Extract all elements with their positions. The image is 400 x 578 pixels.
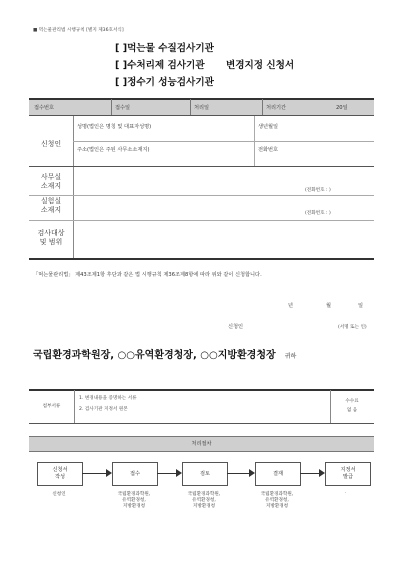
recipient-line: 국립환경과학원장, ○○유역환경청장, ○○지방환경청장 귀하 <box>33 350 297 361</box>
step-receipt: 접수 <box>112 462 158 486</box>
processed-date-label: 처리일 <box>194 105 210 111</box>
title-line-3: [ ]정수기 성능검사기관 <box>115 77 214 88</box>
step-issuance-actor: . <box>345 490 347 495</box>
application-statement: 「먹는물관리법」 제43조제1항 후단과 같은 법 시행규칙 제36조제8항에 따라 위와 같이 신청합니다. <box>33 272 262 278</box>
date-month: 월 <box>326 303 332 309</box>
receipt-number-label: 접수번호 <box>34 105 55 111</box>
applicant-section-label: 신청인 <box>40 140 62 148</box>
attachment-item-1: 1. 변경내용을 증명하는 서류 <box>79 396 137 401</box>
title-line-1: [ ]먹는물 수질검사기관 <box>115 43 214 54</box>
lab-phone-note: (전화번호 : ) <box>305 211 331 216</box>
date-year: 년 <box>288 303 294 309</box>
applicant-name-label: 성명(법인은 명칭 및 대표자성명) <box>77 124 152 130</box>
step-receipt-actor: 국립환경과학원, 유역환경청, 지방환경청 <box>117 492 151 509</box>
office-phone-note: (전화번호 : ) <box>305 188 331 193</box>
rule-reference: ■ 먹는물관리법 시행규칙 [별지 제36호서식] <box>33 28 124 33</box>
signature-label: 신청인 <box>228 324 244 330</box>
step-application: 신청서 작성 <box>37 462 83 486</box>
attachments-label: 첨부서류 <box>42 404 61 409</box>
applicant-address-label: 주소(법인은 주된 사무소소재지) <box>77 147 150 153</box>
fee-label: 수수료 <box>345 399 359 404</box>
signature-note: (서명 또는 인) <box>338 325 367 330</box>
step-review-actor: 국립환경과학원, 유역환경청, 지방환경청 <box>187 492 221 509</box>
lab-address-label: 실험실 소재지 <box>40 197 62 214</box>
receipt-date-label: 접수일 <box>115 105 131 111</box>
attachment-item-2: 2. 검사기관 지정서 원본 <box>79 407 128 412</box>
office-address-label: 사무실 소재지 <box>40 173 62 190</box>
processing-period-value: 20일 <box>336 105 348 111</box>
scope-label: 검사대상 및 범위 <box>37 229 65 246</box>
applicant-birth-label: 생년월일 <box>258 124 279 130</box>
processing-period-label: 처리기간 <box>266 105 287 111</box>
step-application-actor: 신청인 <box>52 492 66 497</box>
step-issuance: 지정서 발급 <box>325 462 371 486</box>
date-day: 일 <box>358 303 364 309</box>
fee-value: 없 음 <box>346 408 358 413</box>
applicant-phone-label: 전화번호 <box>258 147 279 153</box>
step-approval: 결재 <box>255 462 301 486</box>
step-review: 검토 <box>182 462 228 486</box>
step-approval-actor: 국립환경과학원, 유역환경청, 지방환경청 <box>260 492 294 509</box>
title-line-2: [ ]수처리제 검사기관 변경지정 신청서 <box>115 60 295 71</box>
procedure-header: 처리절차 <box>191 441 212 447</box>
